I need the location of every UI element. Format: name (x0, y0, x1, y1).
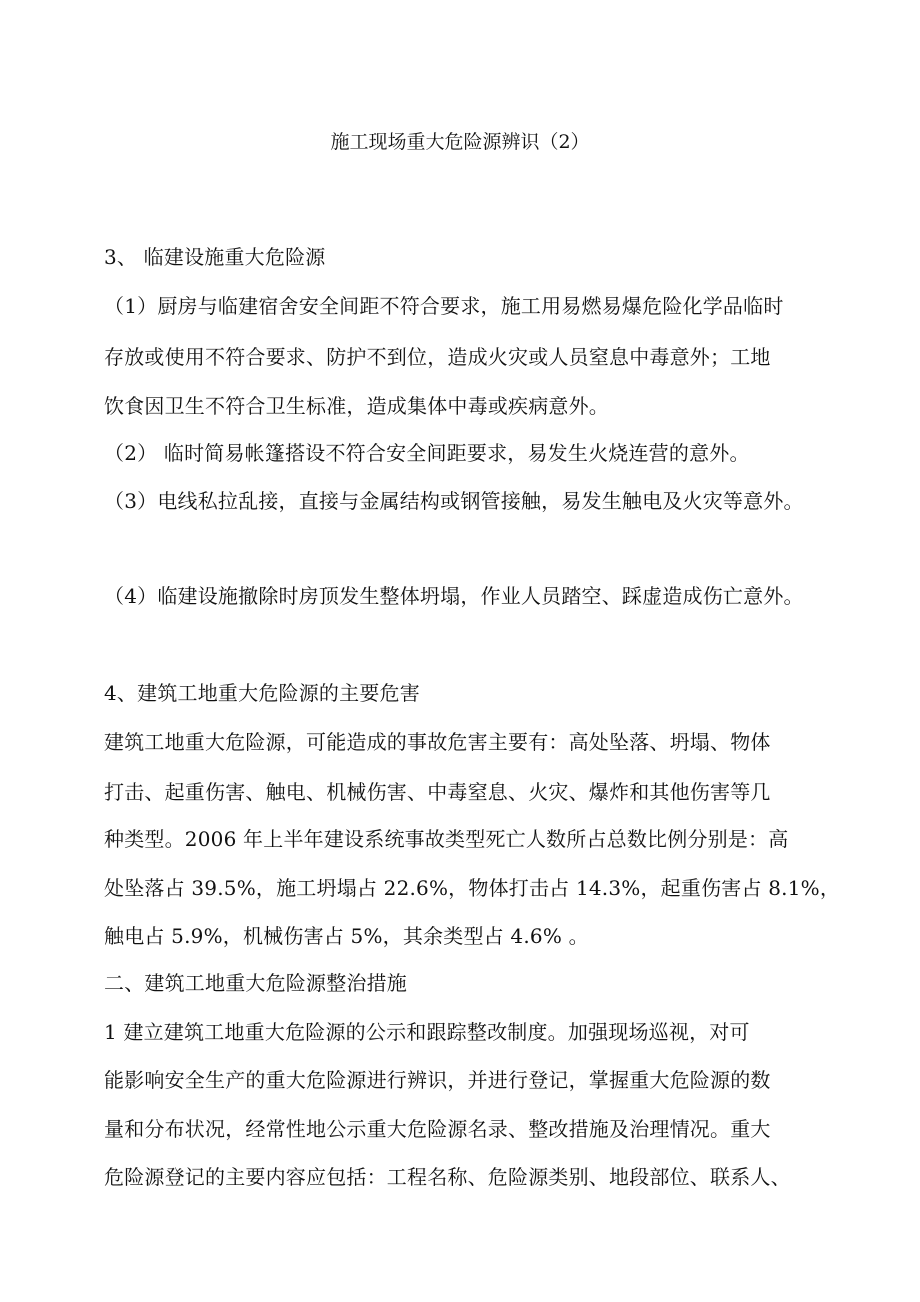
document-title: 施工现场重大危险源辨识（2） (330, 131, 590, 153)
section-heading-4: 4、建筑工地重大危险源的主要危害 (104, 681, 420, 705)
paragraph-line: 量和分布状况，经常性地公示重大危险源名录、整改措施及治理情况。重大 (104, 1117, 771, 1141)
paragraph-line: （3）电线私拉乱接，直接与金属结构或钢管接触，易发生触电及火灾等意外。 (104, 489, 804, 513)
paragraph-line: 处坠落占 39.5%，施工坍塌占 22.6%，物体打击占 14.3%，起重伤害占 8.1%， (104, 876, 841, 900)
paragraph-line: （4）临建设施撤除时房顶发生整体坍塌，作业人员踏空、踩虚造成伤亡意外。 (104, 584, 804, 608)
paragraph-line: （2） 临时简易帐篷搭设不符合安全间距要求，易发生火烧连营的意外。 (104, 441, 750, 465)
paragraph-line: 存放或使用不符合要求、防护不到位，造成火灾或人员窒息中毒意外；工地 (104, 345, 771, 369)
paragraph-line: 能影响安全生产的重大危险源进行辨识，并进行登记，掌握重大危险源的数 (104, 1068, 771, 1092)
section-heading-2: 二、建筑工地重大危险源整治措施 (104, 971, 407, 995)
paragraph-line: 建筑工地重大危险源，可能造成的事故危害主要有：高处坠落、坍塌、物体 (104, 730, 771, 754)
paragraph-line: 触电占 5.9%，机械伤害占 5%，其余类型占 4.6% 。 (104, 924, 589, 948)
paragraph-line: （1）厨房与临建宿舍安全间距不符合要求，施工用易燃易爆危险化学品临时 (104, 294, 784, 318)
paragraph-line: 危险源登记的主要内容应包括：工程名称、危险源类别、地段部位、联系人、 (104, 1165, 791, 1189)
paragraph-line: 饮食因卫生不符合卫生标准，造成集体中毒或疾病意外。 (104, 394, 609, 418)
section-heading-3: 3、 临建设施重大危险源 (104, 245, 326, 269)
paragraph-line: 1 建立建筑工地重大危险源的公示和跟踪整改制度。加强现场巡视，对可 (104, 1020, 750, 1044)
paragraph-line: 打击、起重伤害、触电、机械伤害、中毒窒息、火灾、爆炸和其他伤害等几 (104, 780, 771, 804)
paragraph-line: 种类型。2006 年上半年建设系统事故类型死亡人数所占总数比例分别是：高 (104, 827, 789, 851)
